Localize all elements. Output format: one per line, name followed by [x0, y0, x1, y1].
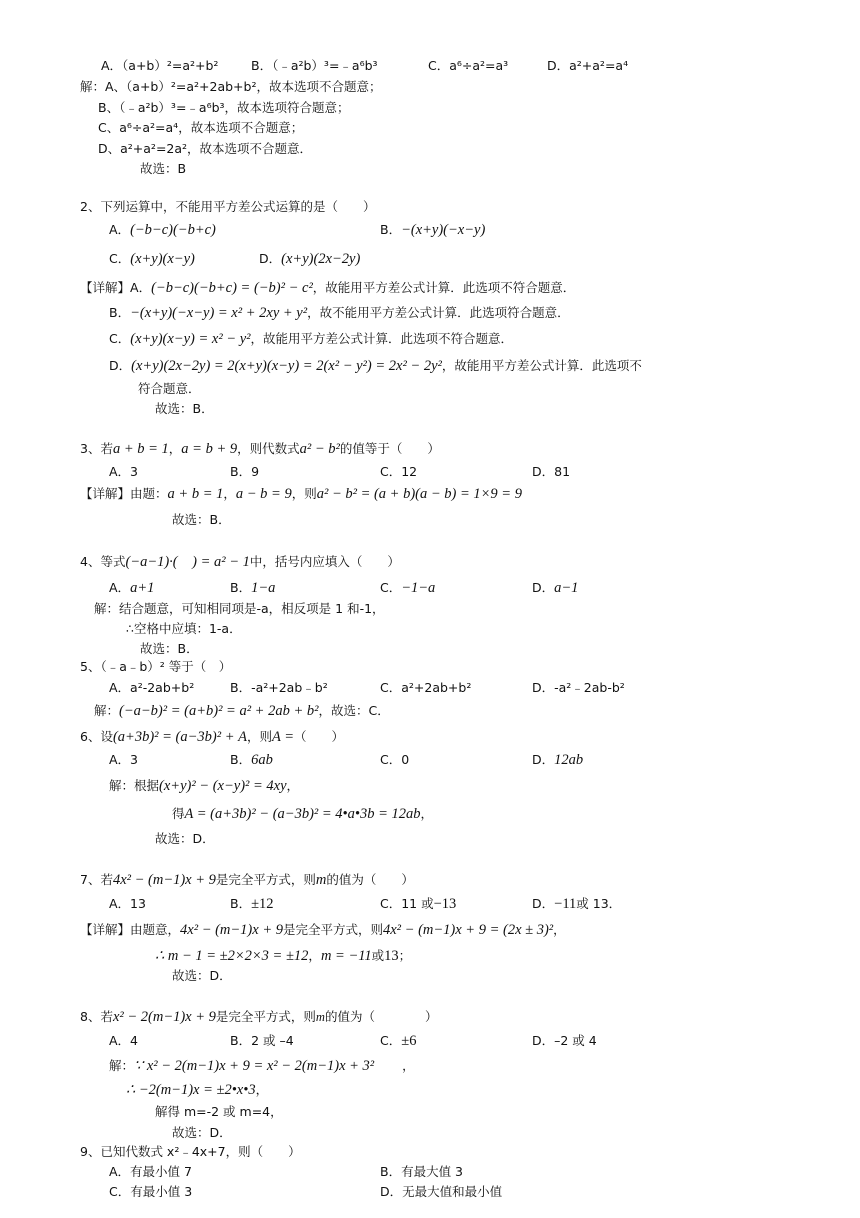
- explanation-text: 得: [172, 806, 185, 821]
- explanation-text: ，故选：C．: [318, 703, 390, 718]
- stem-text: 6、设: [80, 729, 113, 744]
- q8-stem: [80, 1009, 437, 1025]
- math-expression: a² − b² = (a + b)(a − b) = 1×9 = 9: [316, 486, 522, 502]
- q7-detail-1: [80, 922, 566, 938]
- detail-label: 【详解】: [80, 280, 131, 295]
- q2-detail-b: [109, 305, 570, 321]
- q7-answer: 故选：D．: [172, 968, 232, 983]
- math-expression: (−b−c)(−b+c) = (−b)² − c²: [151, 280, 313, 296]
- explanation-text: ，: [255, 1082, 269, 1097]
- q8-option-c: [380, 1033, 416, 1049]
- q1-option-a: A．（a+b）²=a²+b²: [101, 58, 219, 73]
- explanation-text: ，: [286, 778, 300, 793]
- option-letter: B．: [230, 752, 252, 767]
- q3-detail: [80, 486, 522, 502]
- explanation-text: ，故能用平方差公式计算．此选项不符合题意．: [312, 280, 576, 295]
- explanation-text: 由题意，: [130, 922, 181, 937]
- q3-option-a: A．3: [109, 464, 139, 479]
- q3-option-c: C．12: [380, 464, 418, 479]
- q6-option-b: [230, 752, 273, 768]
- detail-label: 【详解】: [80, 486, 131, 501]
- q9-option-b: B．有最大值 3: [380, 1164, 464, 1179]
- q2-option-c: [109, 251, 195, 267]
- q7-option-b: [230, 896, 274, 912]
- q6-solution-1: [109, 778, 299, 794]
- q7-option-c: [380, 896, 456, 912]
- math-expression: (−a−b)² = (a+b)² = a² + 2ab + b²: [119, 703, 319, 719]
- math-expression: ∵ x² − 2(m−1)x + 9 = x² − 2(m−1)x + 3²: [134, 1058, 375, 1074]
- option-letter: C．: [109, 331, 131, 346]
- math-expression: a − b = 9: [235, 486, 292, 502]
- q6-option-c: C．0: [380, 752, 410, 767]
- explanation-text: ，: [402, 1058, 415, 1073]
- q5-option-a: A．a²-2ab+b²: [109, 680, 195, 695]
- math-expression: a = b + 9: [181, 441, 238, 457]
- explanation-text: 解：根据: [109, 778, 160, 793]
- stem-text: 4、等式: [80, 554, 126, 569]
- explanation-text: ，: [308, 948, 321, 963]
- math-expression: ∴ m − 1 = ±2×2×3 = ±12: [155, 948, 309, 964]
- q1-solution-line: B、（﹣a²b）³=﹣a⁶b³，故本选项符合题意；: [98, 100, 350, 115]
- math-expression: 4x² − (m−1)x + 9: [112, 872, 216, 888]
- q1-option-d: D．a²+a²=a⁴: [547, 58, 629, 73]
- math-expression: 1−a: [251, 580, 276, 596]
- option-letter: B．: [230, 580, 252, 595]
- math-expression: a+1: [130, 580, 155, 596]
- math-expression: ±6: [401, 1033, 417, 1049]
- q6-option-d: [532, 752, 583, 768]
- q4-option-a: [109, 580, 154, 596]
- explanation-text: ，故不能用平方差公式计算．此选项符合题意．: [307, 305, 570, 320]
- q1-solution-line: 解：A、（a+b）²=a²+2ab+b²，故本选项不合题意；: [80, 79, 382, 94]
- q6-option-a: A．3: [109, 752, 139, 767]
- q3-option-b: B．9: [230, 464, 260, 479]
- q8-answer: 故选：D．: [172, 1125, 232, 1140]
- math-expression: (x+y)(x−y) = x² − y²: [130, 331, 251, 347]
- math-expression: a² − b²: [299, 441, 340, 457]
- math-expression: A =: [271, 729, 294, 745]
- q6-solution-2: [172, 806, 433, 822]
- math-expression: a + b = 1: [112, 441, 169, 457]
- math-expression: m = −11: [320, 948, 372, 964]
- q1-solution-line: C、a⁶÷a²=a⁴，故本选项不合题意；: [98, 120, 304, 135]
- q4-answer: 故选：B．: [140, 641, 199, 656]
- q9-stem: 9、已知代数式 x²﹣4x+7，则（ ）: [80, 1144, 301, 1159]
- math-expression: 6ab: [251, 752, 273, 768]
- q5-option-b: B．-a²+2ab﹣b²: [230, 680, 328, 695]
- math-expression: 4x² − (m−1)x + 9: [180, 922, 283, 938]
- explanation-text: 由题：: [130, 486, 168, 501]
- math-expression: (a+3b)² = (a−3b)² + A: [112, 729, 247, 745]
- q8-solution-2: [126, 1082, 268, 1098]
- explanation-text: 或: [371, 948, 385, 963]
- q3-option-d: D．81: [532, 464, 571, 479]
- stem-text: ，则: [246, 729, 272, 744]
- math-expression: −(x+y)(−x−y) = x² + 2xy + y²: [130, 305, 308, 321]
- option-letter: C．: [380, 1033, 402, 1048]
- q5-solution: [94, 703, 390, 719]
- option-letter: A．: [109, 222, 131, 237]
- q2-answer: 故选：B．: [155, 401, 214, 416]
- detail-label: 【详解】: [80, 922, 131, 937]
- q8-option-a: A．4: [109, 1033, 139, 1048]
- q4-option-d: [532, 580, 578, 596]
- stem-text: 8、若: [80, 1009, 113, 1024]
- stem-text: 7、若: [80, 872, 113, 887]
- stem-text: 是完全平方式，则: [215, 1009, 316, 1024]
- math-expression: (x+y)(x−y): [130, 251, 195, 267]
- math-expression: a−1: [554, 580, 579, 596]
- q3-stem: [80, 441, 440, 457]
- math-expression: (x+y)(2x−2y): [281, 251, 361, 267]
- explanation-text: ，故能用平方差公式计算．此选项不符合题意．: [250, 331, 514, 346]
- q5-stem: 5、（﹣a﹣b）² 等于（ ）: [80, 659, 232, 674]
- option-letter: A．: [109, 580, 131, 595]
- option-letter: D．: [532, 752, 555, 767]
- q7-stem: [80, 872, 414, 888]
- q8-solution-3: 解得 m=-2 或 m=4，: [155, 1104, 283, 1119]
- q2-detail-d-cont: 符合题意．: [138, 381, 201, 396]
- explanation-text: ，故能用平方差公式计算．此选项不: [441, 358, 642, 373]
- stem-text: 的值为（ ）: [324, 1009, 438, 1024]
- q4-solution-line: ∴空格中应填：1-a．: [126, 621, 242, 636]
- option-letter: B．: [380, 222, 402, 237]
- q9-option-d: D．无最大值和最小值: [380, 1184, 503, 1199]
- explanation-text: ；: [398, 948, 412, 963]
- q4-solution-line: 解：结合题意，可知相同项是-a，相反项是 1 和-1，: [94, 601, 385, 616]
- stem-text: 的值等于（ ）: [339, 441, 440, 456]
- math-expression: −11: [554, 896, 577, 912]
- q6-stem: [80, 729, 344, 745]
- math-expression: 13: [384, 948, 399, 964]
- math-expression: (x+y)² − (x−y)² = 4xy: [159, 778, 287, 794]
- option-letter: D．: [259, 251, 282, 266]
- math-expression: m: [315, 872, 327, 888]
- stem-text: 的值为（ ）: [326, 872, 414, 887]
- option-letter: D．: [109, 358, 132, 373]
- math-expression: ∴ −2(m−1)x = ±2•x•3: [126, 1082, 256, 1098]
- q9-option-c: C．有最小值 3: [109, 1184, 193, 1199]
- stem-text: 3、若: [80, 441, 113, 456]
- option-letter: C．: [380, 580, 402, 595]
- math-expression: −(x+y)(−x−y): [401, 222, 486, 238]
- q4-option-c: [380, 580, 435, 596]
- option-text: 或 13．: [576, 896, 622, 911]
- q7-option-d: [532, 896, 621, 912]
- q2-detail-c: [109, 331, 513, 347]
- math-expression: a + b = 1: [167, 486, 224, 502]
- explanation-text: 解：: [94, 703, 120, 718]
- stem-text: 中，括号内应填入（ ）: [249, 554, 400, 569]
- q2-option-d: [259, 251, 360, 267]
- math-expression: (−b−c)(−b+c): [130, 222, 216, 238]
- option-letter: A．: [130, 280, 152, 295]
- explanation-text: ，: [420, 806, 433, 821]
- explanation-text: 解：: [109, 1058, 135, 1073]
- math-expression: −13: [433, 896, 457, 912]
- q6-answer: 故选：D．: [155, 831, 215, 846]
- q7-detail-2: [155, 948, 411, 964]
- q8-option-d: D．–2 或 4: [532, 1033, 597, 1048]
- q2-option-a: [109, 222, 216, 238]
- option-letter: B．: [109, 305, 131, 320]
- q2-detail-d: [109, 358, 642, 374]
- explanation-text: 是完全平方式，则: [282, 922, 383, 937]
- q1-option-c: C．a⁶÷a²=a³: [428, 58, 509, 73]
- stem-text: （ ）: [294, 729, 345, 744]
- q5-option-d: D．-a²﹣2ab-b²: [532, 680, 625, 695]
- explanation-text: ，则: [291, 486, 317, 501]
- q2-option-b: [380, 222, 485, 238]
- math-expression: 12ab: [554, 752, 584, 768]
- math-expression: (x+y)(2x−2y) = 2(x+y)(x−y) = 2(x² − y²) = 2x² − 2y²: [131, 358, 442, 374]
- q1-answer: 故选：B: [140, 161, 187, 176]
- q4-option-b: [230, 580, 275, 596]
- explanation-text: ，: [553, 922, 566, 937]
- math-expression: x² − 2(m−1)x + 9: [112, 1009, 216, 1025]
- option-letter: C．11 或: [380, 896, 434, 911]
- option-letter: C．: [109, 251, 131, 266]
- stem-text: ，: [168, 441, 182, 456]
- q8-option-b: B．2 或 –4: [230, 1033, 294, 1048]
- math-expression: −1−a: [401, 580, 436, 596]
- q8-solution-1: [109, 1058, 415, 1074]
- q2-stem: 2、下列运算中，不能用平方差公式运算的是（ ）: [80, 199, 376, 214]
- q9-option-a: A．有最小值 7: [109, 1164, 192, 1179]
- stem-text: 是完全平方式，则: [215, 872, 316, 887]
- q4-stem: [80, 554, 400, 570]
- q7-option-a: A．13: [109, 896, 146, 911]
- math-expression: ±12: [251, 896, 274, 912]
- math-expression: (−a−1)·( ) = a² − 1: [125, 554, 250, 570]
- math-expression: A = (a+3b)² − (a−3b)² = 4•a•3b = 12ab: [184, 806, 421, 822]
- option-letter: D．: [532, 896, 555, 911]
- q1-solution-line: D、a²+a²=2a²，故本选项不合题意．: [98, 141, 313, 156]
- explanation-text: ，: [223, 486, 236, 501]
- q3-answer: 故选：B．: [172, 512, 231, 527]
- option-letter: B．: [230, 896, 252, 911]
- stem-text: ，则代数式: [237, 441, 300, 456]
- q5-option-c: C．a²+2ab+b²: [380, 680, 472, 695]
- q1-option-b: B．（﹣a²b）³=﹣a⁶b³: [251, 58, 378, 73]
- math-expression: m: [315, 1010, 325, 1024]
- q2-detail-a: [80, 280, 575, 296]
- option-letter: D．: [532, 580, 555, 595]
- math-expression: 4x² − (m−1)x + 9 = (2x ± 3)²: [383, 922, 554, 938]
